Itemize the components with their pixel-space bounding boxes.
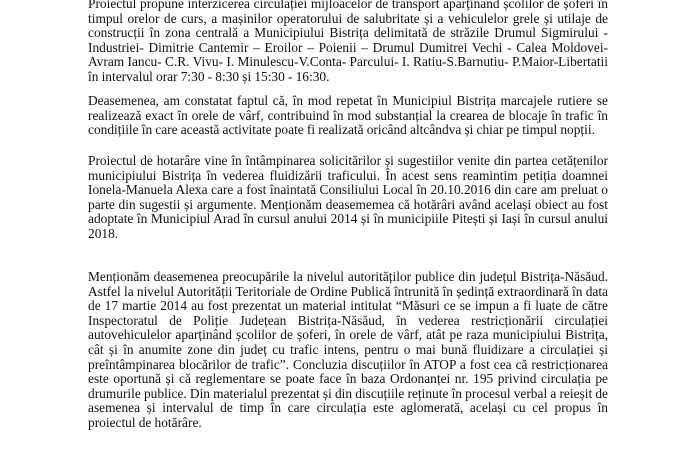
paragraph-road-markings: Deasemenea, am constatat faptul că, în mod repetat în Municipiul Bistrița marcajele rutiere se realizează exact în orele de vârf, contribuind în mod substanțial la crearea de blocaje în trafic în condițiile în care această activitate poate fi realizată oricând altcândva și chiar pe timpul nopții. xyxy=(88,93,608,138)
paragraph-public-authorities: Menționăm deasemenea preocupările la nivelul autorităților publice din județul Bistrița-Năsăud. Astfel la nivelul Autorității Teritoriale de Ordine Publică întrunită în ședință extraordinară în data de 17 martie 2014 au fost prezentat un material intitulat “Măsuri ce se impun a fi luate de către Inspectoratul de Poliție Județean Bistrița-Năsăud, în vederea restricționării circulației autovehiculelor aparținând școlilor de șoferi, în orele de vârf, atât pe raza municipiului Bistrița, cât și în anumite zone din județ cu trafic intens, pentru o mai bună fluidizare a circulației și preîntâmpinarea blocărilor de trafic”. Concluzia discuțiilor în ATOP a fost cea că restricționarea este oportună și că reglementare se poate face în baza Ordonanței nr. 195 privind circulația pe drumurile publice. Din materialul prezentat și din discuțiile reținute în procesul verbal a reieșit de asemenea și intervalul de timp în care circulația este aglomerată, același cu cel propus în proiectul de hotărâre. xyxy=(88,269,608,430)
paragraph-citizen-requests: Proiectul de hotarâre vine în întâmpinarea solicitărilor și sugestiilor venite din partea cetățenilor municipiului Bistrița în vederea fluidizării traficului. În acest sens reamintim petiția doamnei Ionela-Manuela Alexa care a fost înaintată Consiliului Local în 20.10.2016 din care am preluat o parte din sugestii și argumente. Menționăm deasememea că hotărâri având același obiect au fost adoptate în Municipiul Arad în cursul anului 2014 și în municipiile Pitești și Iași în cursul anului 2018. xyxy=(88,153,608,241)
paragraph-traffic-restriction-proposal: Proiectul propune interzicerea circulației mijloacelor de transport aparținând școlilor de șoferi în timpul orelor de curs, a mașinilor operatorului de salubritate și a vehiculelor grele și utilaje de construcții în zona centrală a Municipiului Bistrița delimitată de străzile Drumul Sigmirului - Industriei- Dimitrie Cantemir – Eroilor – Poienii – Drumul Dumitrei Vechi - Calea Moldovei-Avram Iancu- C.R. Vivu- I. Minulescu-V.Conta- Parcului- I. Ratiu-S.Barnutiu- P.Maior-Libertatii în intervalul orar 7:30 - 8:30 și 15:30 - 16:30. xyxy=(88,0,608,84)
